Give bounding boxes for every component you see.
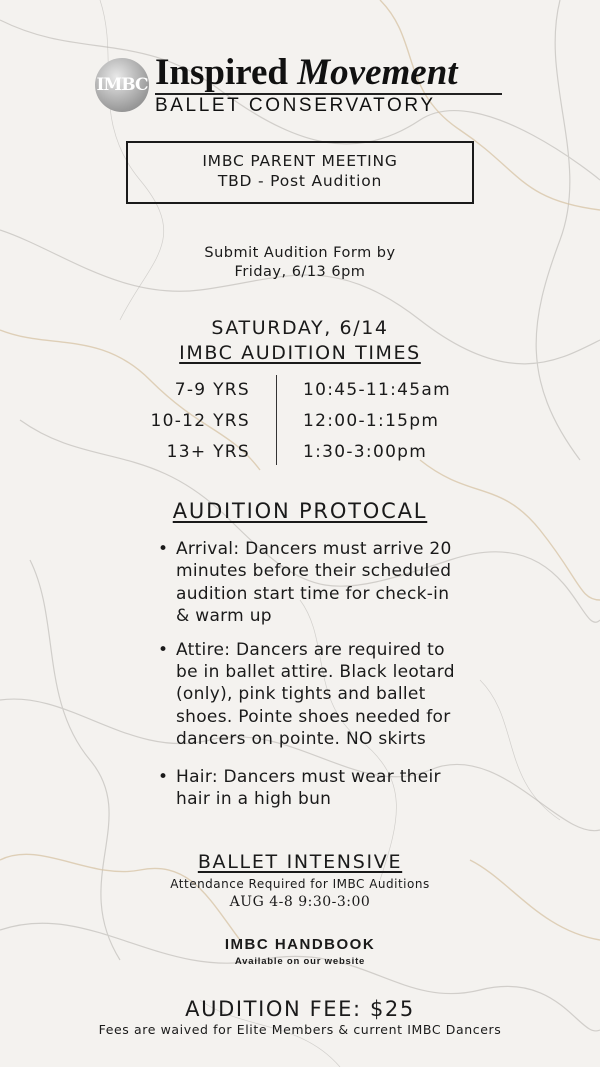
intensive-subtitle: Attendance Required for IMBC Auditions <box>170 877 430 891</box>
handbook-subtitle: Available on our website <box>234 956 366 967</box>
intensive-title: BALLET INTENSIVE <box>197 851 403 873</box>
audition-times-heading <box>0 340 600 366</box>
logo-badge-text: IMBC <box>96 75 148 95</box>
parent-meeting-box <box>126 141 474 204</box>
protocol-item-arrival: • Arrival: Dancers must arrive 20 minutes before their scheduled audition start time for check-in & warm up <box>158 538 458 628</box>
submit-line-1: Submit Audition Form by <box>204 245 396 261</box>
time-slot-3: 1:30-3:00pm <box>303 442 428 462</box>
protocol-item-hair: • Hair: Dancers must wear their hair in a high bun <box>158 766 458 811</box>
audition-fee: AUDITION FEE: $25 <box>185 997 415 1021</box>
times-divider <box>276 375 277 465</box>
age-group-3: 13+ YRS <box>166 442 250 462</box>
protocol-list <box>158 538 458 821</box>
submit-line-2: Friday, 6/13 6pm <box>234 264 366 280</box>
submit-deadline <box>0 244 600 282</box>
brand-word-1: Inspired <box>155 52 288 93</box>
time-slot-2: 12:00-1:15pm <box>303 411 440 431</box>
protocol-item-attire: • Attire: Dancers are required to be in ballet attire. Black leotard (only), pink tights and ballet shoes. Pointe shoes needed for dancers on pointe. NO skirts <box>158 639 458 751</box>
intensive-dates: AUG 4-8 9:30-3:00 <box>229 894 371 910</box>
parent-meeting-title: IMBC PARENT MEETING <box>202 152 398 170</box>
protocol-heading <box>0 497 600 525</box>
parent-meeting-detail: TBD - Post Audition <box>217 172 383 190</box>
age-group-1: 7-9 YRS <box>174 380 250 400</box>
intensive-heading <box>0 849 600 875</box>
audition-day: SATURDAY, 6/14 <box>211 317 389 339</box>
handbook-title: IMBC HANDBOOK <box>224 936 376 953</box>
age-group-2: 10-12 YRS <box>150 411 250 431</box>
fee-note: Fees are waived for Elite Members & current IMBC Dancers <box>98 1022 502 1037</box>
protocol-title: AUDITION PROTOCAL <box>172 499 428 523</box>
brand-name <box>155 52 515 94</box>
brand-subtitle: BALLET CONSERVATORY <box>155 95 436 116</box>
logo-badge <box>95 58 149 112</box>
time-slot-1: 10:45-11:45am <box>303 380 451 400</box>
audition-times-title: IMBC AUDITION TIMES <box>179 342 421 364</box>
brand-word-2: Movement <box>297 52 458 93</box>
